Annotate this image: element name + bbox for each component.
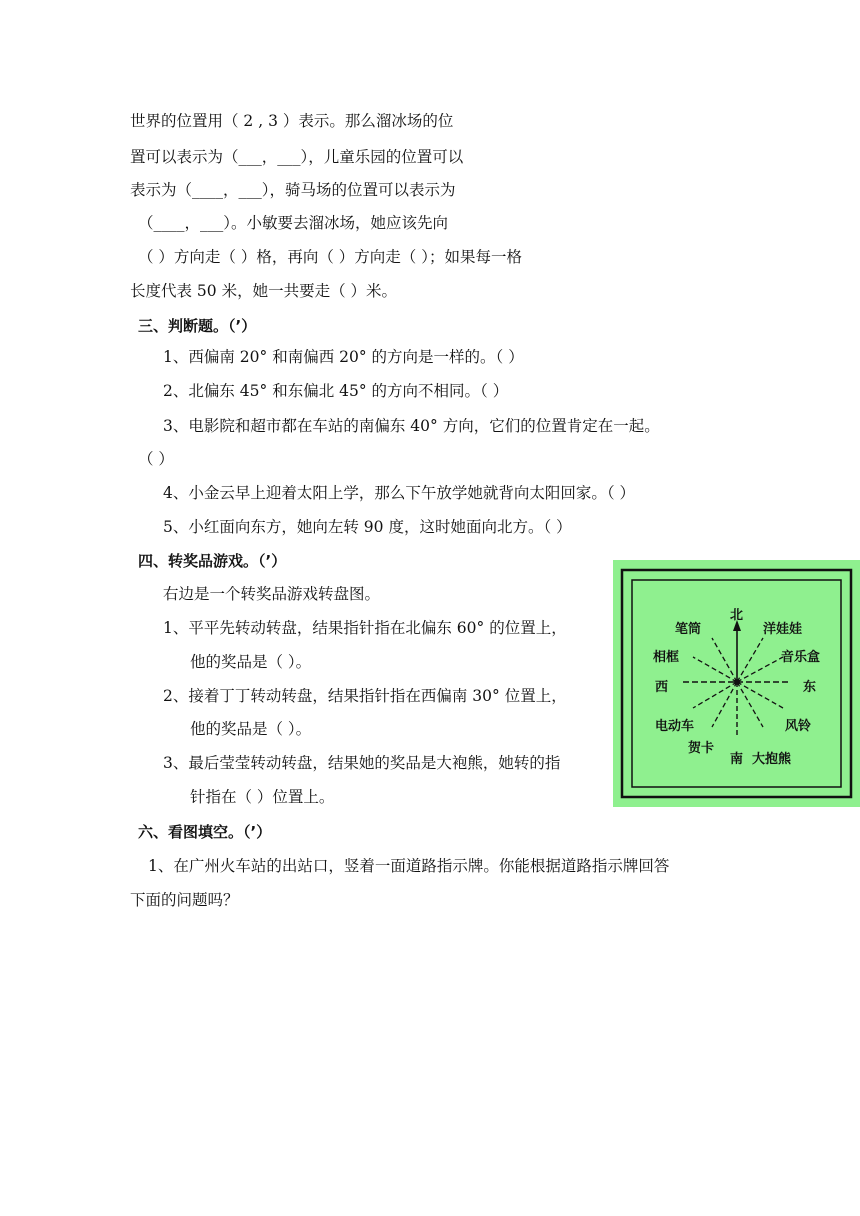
wheel-north-label: 北 (730, 608, 744, 623)
section3-item-3: 3、电影院和超市都在车站的南偏东 40° 方向，它们的位置肯定在一起。 (163, 417, 660, 435)
section6-title: 六、看图填空。（’） (138, 823, 272, 841)
wheel-prize-electric-car: 电动车 (655, 719, 695, 734)
section3-item-4: 4、小金云早上迎着太阳上学，那么下午放学她就背向太阳回家。（ ） (163, 484, 636, 502)
section3-item-5: 5、小红面向东方，她向左转 90 度，这时她面向北方。（ ） (163, 518, 572, 536)
section4-q2-answer: 他的奖品是（ ）。 (190, 720, 312, 738)
section4-intro: 右边是一个转奖品游戏转盘图。 (163, 585, 381, 603)
prize-wheel-figure (613, 560, 860, 807)
fill-line-4: （____，___）。小敏要去溜冰场，她应该先向 (138, 214, 449, 232)
section3-item-2: 2、北偏东 45° 和东偏北 45° 的方向不相同。（ ） (163, 382, 509, 400)
wheel-south-label: 南 (730, 752, 744, 767)
wheel-prize-music-box: 音乐盒 (781, 650, 821, 665)
wheel-east-label: 东 (803, 680, 817, 695)
wheel-prize-wind-chime: 风铃 (785, 719, 812, 734)
section4-q2: 2、接着丁丁转动转盘，结果指针指在西偏南 30° 位置上， (163, 687, 567, 705)
wheel-prize-doll: 洋娃娃 (763, 622, 803, 637)
section4-q3-answer: 针指在（ ）位置上。 (190, 788, 335, 806)
section6-q1: 1、在广州火车站的出站口，竖着一面道路指示牌。你能根据道路指示牌回答 (148, 857, 670, 875)
wheel-west-label: 西 (655, 680, 669, 695)
section3-item-1: 1、西偏南 20° 和南偏西 20° 的方向是一样的。（ ） (163, 348, 524, 366)
fill-line-5: （ ）方向走（ ）格，再向（ ）方向走（ ）；如果每一格 (138, 248, 522, 266)
section3-item-3-cont: （ ） (138, 450, 174, 468)
section6-q1-cont: 下面的问题吗？ (130, 891, 239, 909)
fill-line-1: 世界的位置用（ 2 , 3 ）表示。那么溜冰场的位 (130, 112, 454, 130)
wheel-prize-photo-frame: 相框 (653, 650, 680, 665)
wheel-prize-card: 贺卡 (688, 741, 715, 756)
prize-wheel-drawing (613, 560, 860, 807)
wheel-prize-pen-holder: 笔筒 (675, 622, 702, 637)
fill-line-3: 表示为（____，___），骑马场的位置可以表示为 (130, 181, 456, 199)
section4-q3: 3、最后莹莹转动转盘，结果她的奖品是大袍熊，她转的指 (163, 754, 561, 772)
fill-line-6: 长度代表 50 米，她一共要走（ ）米。 (130, 282, 398, 300)
section4-title: 四、转奖品游戏。（’） (138, 552, 287, 570)
fill-line-2: 置可以表示为（___，___），儿童乐园的位置可以 (130, 148, 464, 166)
section4-q1: 1、平平先转动转盘，结果指针指在北偏东 60° 的位置上， (163, 619, 567, 637)
section4-q1-answer: 他的奖品是（ ）。 (190, 653, 312, 671)
section3-title: 三、判断题。（’） (138, 317, 257, 335)
wheel-prize-bear: 大抱熊 (752, 752, 792, 767)
